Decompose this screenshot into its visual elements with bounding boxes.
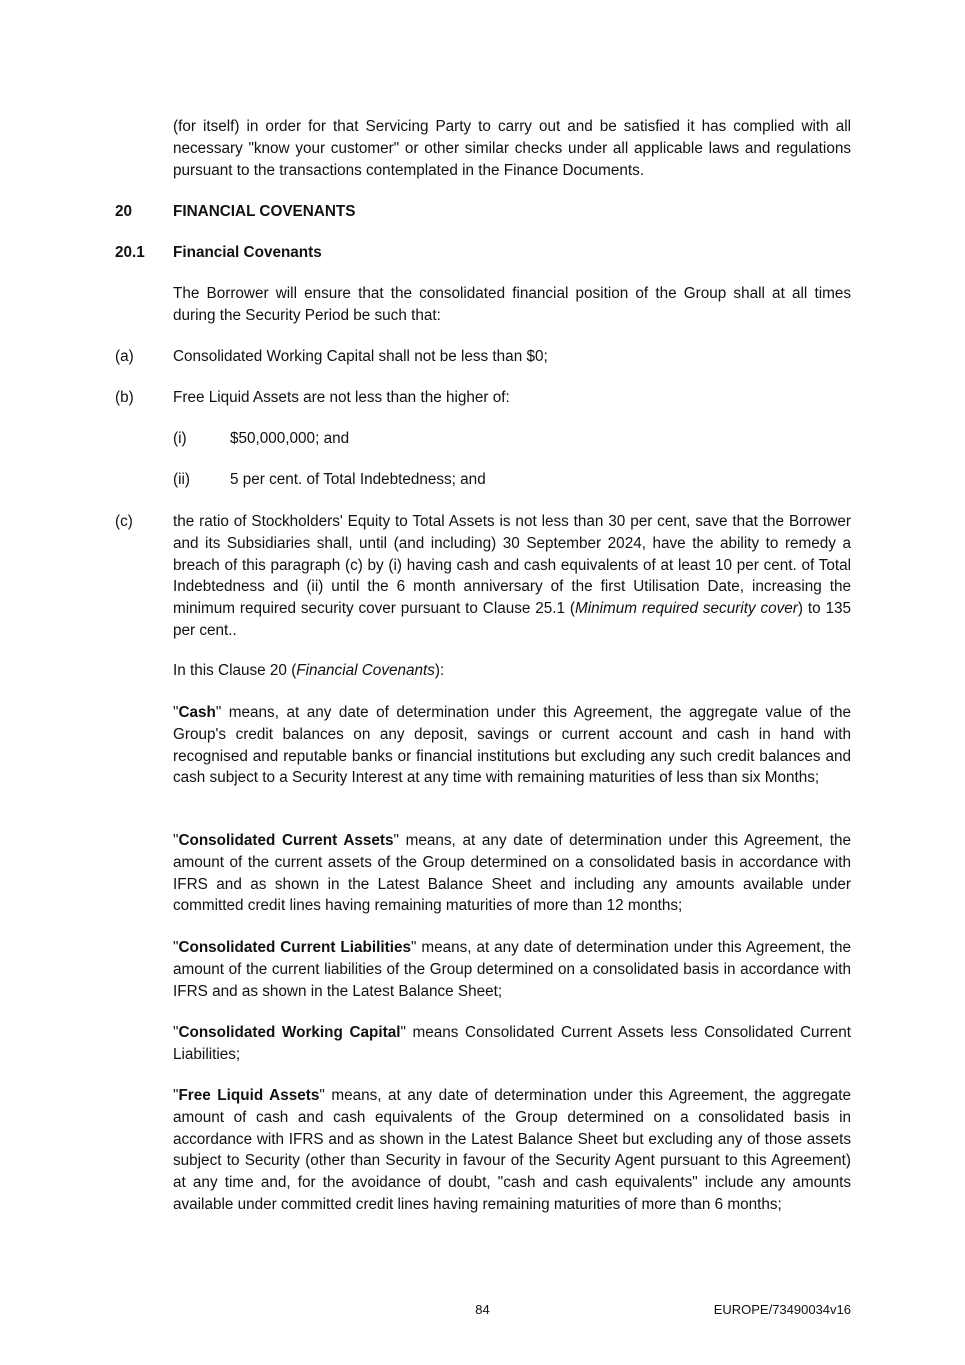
- item-a-text: Consolidated Working Capital shall not be less than $0;: [173, 348, 548, 365]
- item-b-text: Free Liquid Assets are not less than the higher of:: [173, 389, 510, 406]
- section-title: FINANCIAL COVENANTS: [173, 203, 356, 220]
- subitem-ii-label: (ii): [173, 471, 190, 488]
- subitem-i-label: (i): [173, 430, 187, 447]
- section-number: 20: [115, 203, 133, 220]
- definition-free-liquid-assets: "Free Liquid Assets" means, at any date of determination under this Agreement, the aggregate amount of cash and cash equivalents of the Group determined on a consolidated basis in accordance with IFRS and as shown in the Latest Balance Sheet but excluding any of those assets subject to Security (other than Security in favour of the Security Agent pursuant to this Agreement) at any time and, for the avoidance of doubt, "cash and cash equivalents" include any amounts available under committed credit lines having remaining maturities of more than 6 months;: [173, 1087, 851, 1213]
- clause-intro-after: ):: [434, 662, 445, 679]
- definition-term: Consolidated Current Assets: [178, 832, 394, 849]
- definition-term: Cash: [178, 704, 216, 721]
- subsection-title: Financial Covenants: [173, 244, 322, 261]
- subitem-ii-text: 5 per cent. of Total Indebtedness; and: [230, 471, 486, 488]
- page-number: 84: [475, 1302, 490, 1317]
- document-reference: EUROPE/73490034v16: [713, 1302, 851, 1317]
- definition-consolidated-current-assets: "Consolidated Current Assets" means, at any date of determination under this Agreement, the amount of the current assets of the Group determined on a consolidated basis in accordance with IFRS and as shown in the Latest Balance Sheet and including any amounts available under committed credit lines having remaining maturities of more than 12 months;: [173, 832, 851, 915]
- subitem-i-text: $50,000,000; and: [230, 430, 350, 447]
- item-c-text-italic: Minimum required security cover: [575, 600, 798, 618]
- definition-term: Free Liquid Assets: [178, 1087, 320, 1104]
- definition-text: means, at any date of determination under this Agreement, the aggregate amount of cash and cash equivalents of the Group determined on a consolidated basis in accordance with IFRS and as shown in the Latest Balance Sheet but excluding any of those assets subject to Security (other than Security in favour of the Security Agent pursuant to this Agreement) at any time and, for the avoidance of doubt, "cash and cash equivalents" include any amounts available under committed credit lines having remaining maturities of more than 6 months;: [173, 1087, 851, 1213]
- lead-paragraph: The Borrower will ensure that the consolidated financial position of the Group shall at all times during the Security Period be such that:: [173, 285, 851, 324]
- item-b-label: (b): [115, 389, 134, 406]
- item-c-text-before: the ratio of Stockholders' Equity to Total Assets is not less than 30 per cent, save that the Borrower and its Subsidiaries shall, until (and including) 30 September 2024, have the ability to remedy a breach of this paragraph (c) by (i) having cash and cash equivalents of at least 10 per cent. of Total Indebtedness and (ii) until the 6 month anniversary of the first Utilisation Date, increasing the minimum required security cover pursuant to Clause 25.1 (: [173, 513, 851, 618]
- definition-text: means, at any date of determination under this Agreement, the amount of the current liabilities of the Group determined on a consolidated basis in accordance with IFRS and as shown in the Latest Balance Sheet;: [173, 939, 851, 1000]
- definition-cash: "Cash" means, at any date of determination under this Agreement, the aggregate value of the Group's credit balances on any deposit, savings or current account and cash in hand with recognised and reputable banks or financial institutions but excluding any such credit balances and cash subject to a Security Interest at any time with remaining maturities of less than six Months;: [173, 704, 851, 787]
- definition-text: means Consolidated Current Assets less Consolidated Current Liabilities;: [173, 1024, 851, 1063]
- item-a-label: (a): [115, 348, 134, 365]
- clause-intro-before: In this Clause 20 (: [173, 662, 297, 679]
- item-c-text-after: ) to 135 per cent..: [173, 600, 852, 639]
- definition-consolidated-working-capital: "Consolidated Working Capital" means Consolidated Current Assets less Consolidated Current Liabilities;: [173, 1024, 851, 1063]
- item-c-label: (c): [115, 513, 133, 530]
- definition-text: means, at any date of determination under this Agreement, the amount of the current assets of the Group determined on a consolidated basis in accordance with IFRS and as shown in the Latest Balance Sheet and including any amounts available under committed credit lines having remaining maturities of more than 12 months;: [173, 832, 851, 915]
- definition-consolidated-current-liabilities: "Consolidated Current Liabilities" means, at any date of determination under this Agreement, the amount of the current liabilities of the Group determined on a consolidated basis in accordance with IFRS and as shown in the Latest Balance Sheet;: [173, 939, 851, 1000]
- definition-text: means, at any date of determination under this Agreement, the aggregate value of the Group's credit balances on any deposit, savings or current account and cash in hand with recognised and reputable banks or financial institutions but excluding any such credit balances and cash subject to a Security Interest at any time with remaining maturities of less than six Months;: [173, 704, 851, 787]
- item-c-text: [173, 511, 851, 642]
- subsection-number: 20.1: [115, 244, 145, 261]
- definition-term: Consolidated Working Capital: [178, 1024, 401, 1041]
- clause-intro-italic: Financial Covenants: [296, 662, 435, 679]
- clause-intro: [173, 660, 851, 682]
- definition-term: Consolidated Current Liabilities: [178, 939, 411, 956]
- intro-paragraph: (for itself) in order for that Servicing Party to carry out and be satisfied it has complied with all necessary "know your customer" or other similar checks under all applicable laws and regulations pursuant to the transactions contemplated in the Finance Documents.: [173, 118, 851, 179]
